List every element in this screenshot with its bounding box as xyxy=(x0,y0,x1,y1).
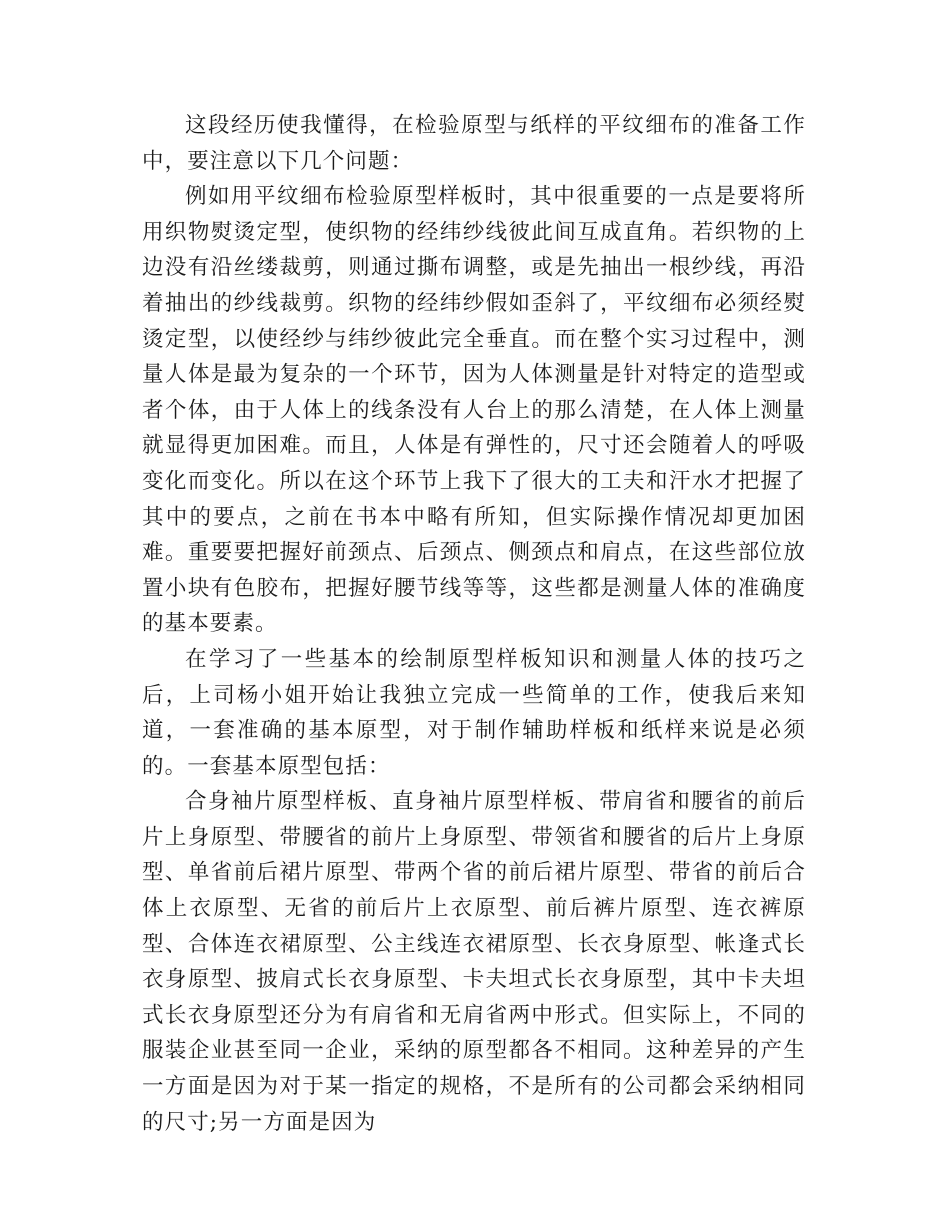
paragraph: 在学习了一些基本的绘制原型样板知识和测量人体的技巧之后，上司杨小姐开始让我独立完成一些简单的工作，使我后来知道，一套准确的基本原型，对于制作辅助样板和纸样来说是必须的。一套基本原型包括： xyxy=(142,646,806,779)
paragraph: 例如用平纹细布检验原型样板时，其中很重要的一点是要将所用织物熨烫定型，使织物的经纬纱线彼此间互成直角。若织物的上边没有沿丝缕裁剪，则通过撕布调整，或是先抽出一根纱线，再沿着抽出的纱线裁剪。织物的经纬纱假如歪斜了，平纹细布必须经熨烫定型，以使经纱与纬纱彼此完全垂直。而在整个实习过程中，测量人体是最为复杂的一个环节，因为人体测量是针对特定的造型或者个体，由于人体上的线条没有人台上的那么清楚，在人体上测量就显得更加困难。而且，人体是有弹性的，尺寸还会随着人的呼吸变化而变化。所以在这个环节上我下了很大的工夫和汗水才把握了其中的要点，之前在书本中略有所知，但实际操作情况却更加困难。重要要把握好前颈点、后颈点、侧颈点和肩点，在这些部位放置小块有色胶布，把握好腰节线等等，这些都是测量人体的准确度的基本要素。 xyxy=(142,184,806,637)
paragraph: 合身袖片原型样板、直身袖片原型样板、带肩省和腰省的前后片上身原型、带腰省的前片上身原型、带领省和腰省的后片上身原型、单省前后裙片原型、带两个省的前后裙片原型、带省的前后合体上衣原型、无省的前后片上衣原型、前后裤片原型、连衣裤原型、合体连衣裙原型、公主线连衣裙原型、长衣身原型、帐逢式长衣身原型、披肩式长衣身原型、卡夫坦式长衣身原型，其中卡夫坦式长衣身原型还分为有肩省和无肩省两中形式。但实际上，不同的服装企业甚至同一企业，采纳的原型都各不相同。这种差异的产生一方面是因为对于某一指定的规格，不是所有的公司都会采纳相同的尺寸;另一方面是因为 xyxy=(142,789,806,1135)
document-body xyxy=(142,108,806,1140)
paragraph: 这段经历使我懂得，在检验原型与纸样的平纹细布的准备工作中，要注意以下几个问题： xyxy=(142,113,806,174)
